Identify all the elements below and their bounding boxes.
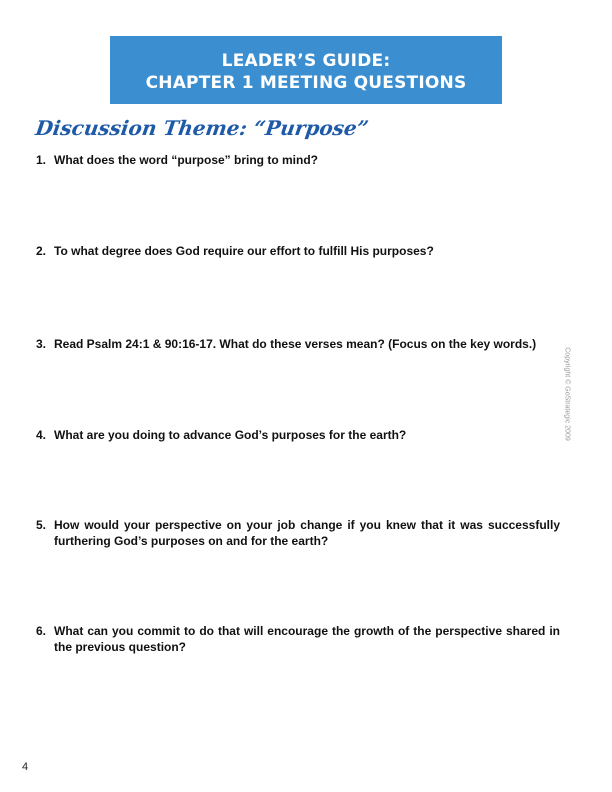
question-item	[36, 336, 560, 352]
question-item	[36, 623, 560, 655]
question-number: 1.	[36, 153, 47, 167]
question-number: 2.	[36, 244, 47, 258]
discussion-theme-title: Discussion Theme: “Purpose”	[34, 116, 371, 140]
header-banner	[110, 36, 502, 104]
question-item	[36, 517, 560, 549]
page-number: 4	[22, 761, 29, 773]
question-item	[36, 152, 560, 168]
question-text: What does the word “purpose” bring to mind?	[54, 153, 318, 167]
copyright-notice: Copyright © GoStrategic 2009	[563, 347, 571, 441]
question-number: 3.	[36, 337, 47, 351]
question-text: To what degree does God require our effort to fulfill His purposes?	[54, 244, 434, 258]
question-text: Read Psalm 24:1 & 90:16-17. What do these verses mean? (Focus on the key words.)	[54, 337, 537, 351]
question-item	[36, 243, 560, 259]
question-number: 6.	[36, 624, 47, 638]
header-title-line-1: LEADER’S GUIDE:	[221, 51, 391, 71]
question-text: How would your perspective on your job change if you knew that it was successfully furthering God’s purposes on and for the earth?	[54, 518, 560, 548]
header-title-line-2: CHAPTER 1 MEETING QUESTIONS	[145, 73, 467, 93]
question-number: 5.	[36, 518, 47, 532]
question-item	[36, 427, 560, 443]
question-text: What are you doing to advance God’s purposes for the earth?	[54, 428, 407, 442]
question-text: What can you commit to do that will encourage the growth of the perspective shared in the previous question?	[54, 624, 560, 654]
question-number: 4.	[36, 428, 47, 442]
